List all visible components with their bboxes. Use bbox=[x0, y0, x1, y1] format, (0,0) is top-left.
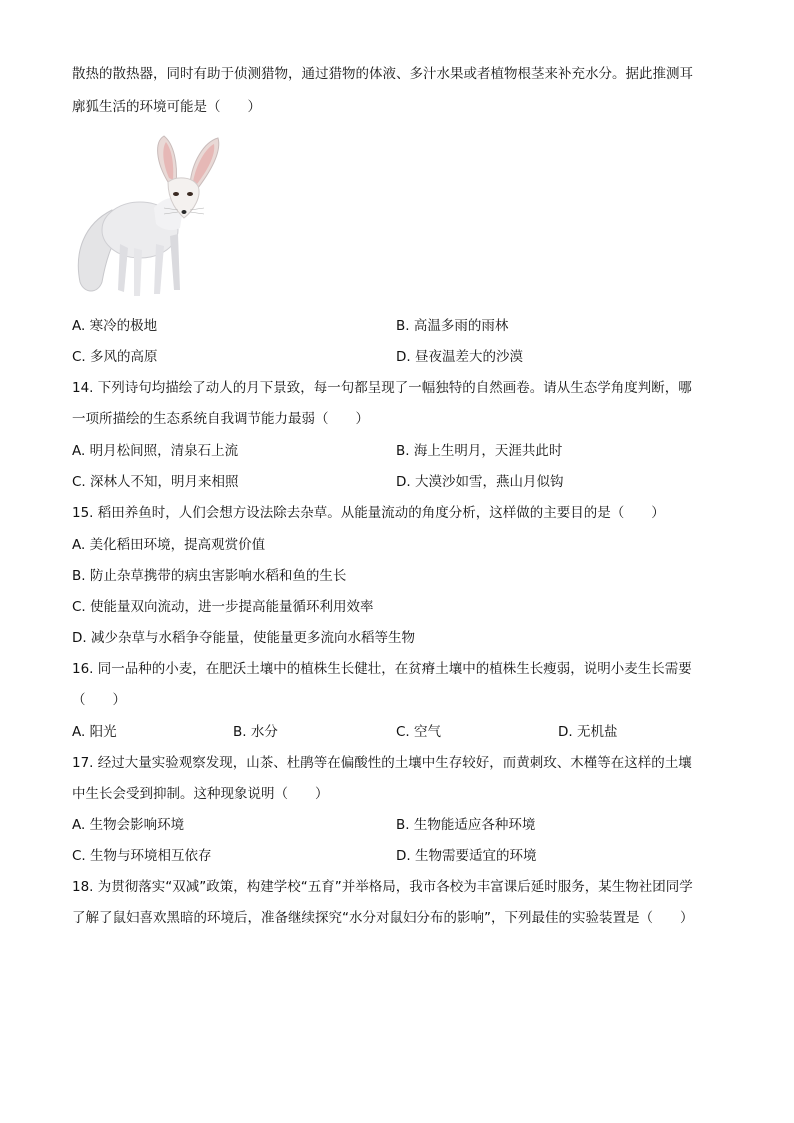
q18-stem-line-2: 了解了鼠妇喜欢黑暗的环境后，准备继续探究“水分对鼠妇分布的影响”，下列最佳的实验装置是（ ） bbox=[72, 910, 694, 926]
q16-stem-line-1: 16. 同一品种的小麦，在肥沃土壤中的植株生长健壮，在贫瘠土壤中的植株生长瘦弱，说明小麦生长需要 bbox=[72, 661, 692, 677]
q14-option-c[interactable]: C. 深林人不知，明月来相照 bbox=[72, 474, 239, 490]
q16-stem-line-2: （ ） bbox=[72, 692, 126, 708]
q13-stem-line-1: 散热的散热器，同时有助于侦测猎物，通过猎物的体液、多汁水果或者植物根茎来补充水分。据此推测耳 bbox=[72, 66, 693, 82]
q17-option-a[interactable]: A. 生物会影响环境 bbox=[72, 817, 185, 833]
q13-stem-line-2: 廓狐生活的环境可能是（ ） bbox=[72, 99, 261, 115]
q15-stem-line-1: 15. 稻田养鱼时，人们会想方设法除去杂草。从能量流动的角度分析，这样做的主要目的是（ ） bbox=[72, 505, 665, 521]
q15-option-c[interactable]: C. 使能量双向流动，进一步提高能量循环利用效率 bbox=[72, 599, 374, 615]
q13-option-b[interactable]: B. 高温多雨的雨林 bbox=[396, 318, 509, 334]
q15-option-a[interactable]: A. 美化稻田环境，提高观赏价值 bbox=[72, 537, 266, 553]
q16-option-d[interactable]: D. 无机盐 bbox=[558, 724, 618, 740]
q14-stem-line-2: 一项所描绘的生态系统自我调节能力最弱（ ） bbox=[72, 411, 369, 427]
q14-option-b[interactable]: B. 海上生明月，天涯共此时 bbox=[396, 443, 563, 459]
q14-option-d[interactable]: D. 大漠沙如雪，燕山月似钩 bbox=[396, 474, 564, 490]
q17-option-b[interactable]: B. 生物能适应各种环境 bbox=[396, 817, 536, 833]
q14-option-a[interactable]: A. 明月松间照，清泉石上流 bbox=[72, 443, 239, 459]
q15-option-b[interactable]: B. 防止杂草携带的病虫害影响水稻和鱼的生长 bbox=[72, 568, 347, 584]
q17-stem-line-1: 17. 经过大量实验观察发现，山茶、杜鹃等在偏酸性的土壤中生存较好，而黄刺玫、木槿等在这样的土壤 bbox=[72, 755, 692, 771]
q16-option-c[interactable]: C. 空气 bbox=[396, 724, 442, 740]
q16-option-a[interactable]: A. 阳光 bbox=[72, 724, 117, 740]
q18-stem-line-1: 18. 为贯彻落实“双减”政策，构建学校“五育”并举格局，我市各校为丰富课后延时服务，某生物社团同学 bbox=[72, 879, 693, 895]
q17-option-c[interactable]: C. 生物与环境相互依存 bbox=[72, 848, 212, 864]
fennec-fox-illustration-icon bbox=[72, 132, 232, 300]
q13-option-d[interactable]: D. 昼夜温差大的沙漠 bbox=[396, 349, 523, 365]
q13-option-c[interactable]: C. 多风的高原 bbox=[72, 349, 158, 365]
q17-stem-line-2: 中生长会受到抑制。这种现象说明（ ） bbox=[72, 786, 329, 802]
q17-option-d[interactable]: D. 生物需要适宜的环境 bbox=[396, 848, 537, 864]
q14-stem-line-1: 14. 下列诗句均描绘了动人的月下景致，每一句都呈现了一幅独特的自然画卷。请从生态学角度判断，哪 bbox=[72, 380, 692, 396]
q16-option-b[interactable]: B. 水分 bbox=[233, 724, 278, 740]
q13-option-a[interactable]: A. 寒冷的极地 bbox=[72, 318, 158, 334]
q15-option-d[interactable]: D. 减少杂草与水稻争夺能量，使能量更多流向水稻等生物 bbox=[72, 630, 415, 646]
